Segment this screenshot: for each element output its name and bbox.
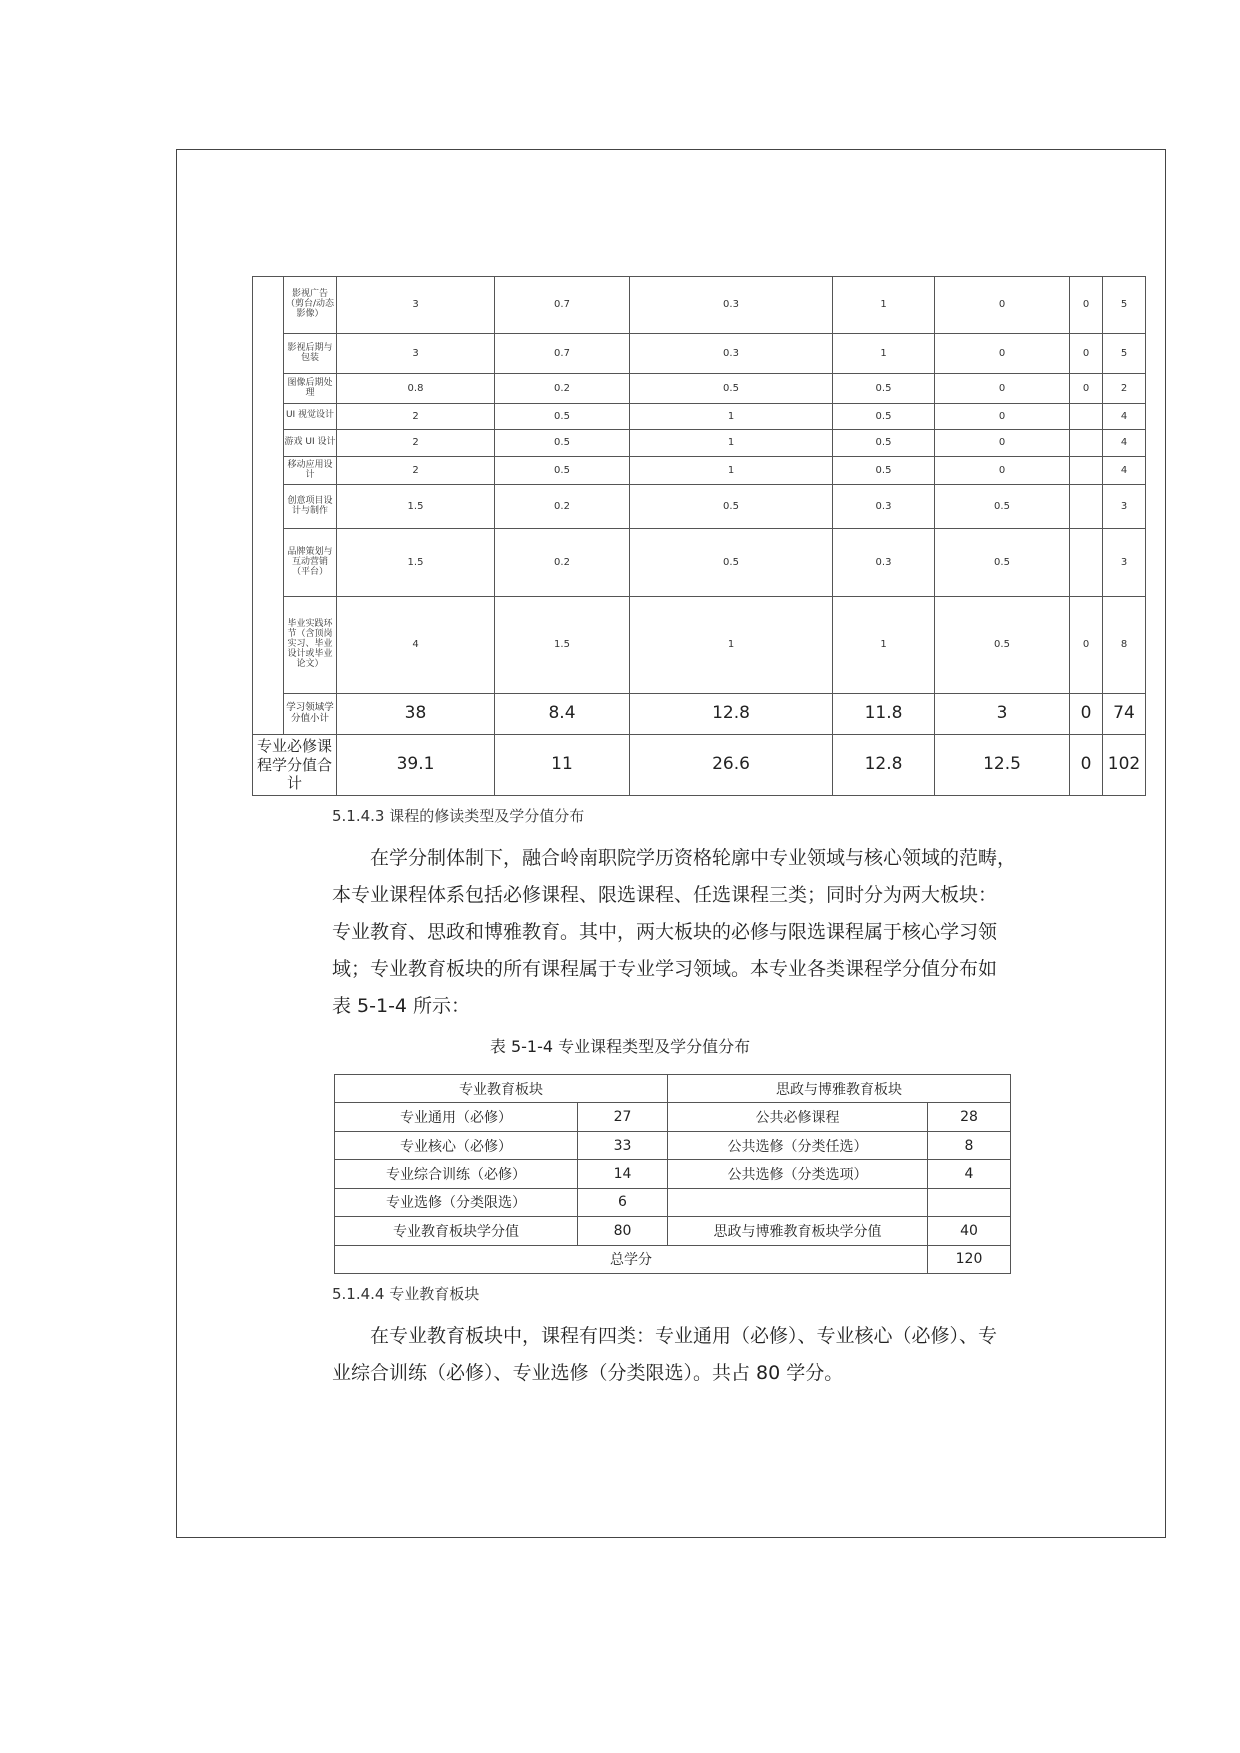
paragraph-line: 本专业课程体系包括必修课程、限选课程、任选课程三类；同时分为两大板块：	[332, 884, 998, 906]
course-name-cell: UI 视觉设计	[284, 403, 337, 429]
credit-value-cell: 0.3	[630, 333, 833, 374]
cell-right-name: 公共选修（分类任选）	[668, 1131, 928, 1159]
course-name-cell: 影视后期与包装	[284, 333, 337, 374]
credit-value-cell: 0.3	[833, 484, 935, 529]
course-name-cell: 游戏 UI 设计	[284, 430, 337, 457]
table-row	[253, 457, 1146, 484]
credit-value-cell: 12.5	[935, 735, 1070, 796]
credit-value-cell: 0.2	[495, 529, 630, 597]
credit-distribution-table	[334, 1074, 1011, 1274]
total-label-cell: 专业必修课程学分值合计	[253, 735, 337, 796]
credit-value-cell: 26.6	[630, 735, 833, 796]
credit-value-cell: 0	[935, 457, 1070, 484]
credit-value-cell: 1.5	[495, 597, 630, 693]
credit-value-cell: 0.5	[630, 529, 833, 597]
header-liberal-block: 思政与博雅教育板块	[668, 1075, 1011, 1103]
table-row	[335, 1131, 1011, 1159]
credit-value-cell: 1.5	[337, 529, 495, 597]
credit-value-cell: 0.5	[630, 374, 833, 403]
cell-left-value: 33	[578, 1131, 668, 1159]
credit-value-cell: 0	[935, 277, 1070, 334]
cell-left-value: 27	[578, 1103, 668, 1131]
table-row	[335, 1160, 1011, 1188]
credit-value-cell: 0	[1070, 277, 1103, 334]
total-row	[335, 1245, 1011, 1273]
cell-left-name: 专业教育板块学分值	[335, 1217, 578, 1245]
paragraph-line: 专业教育、思政和博雅教育。其中，两大板块的必修与限选课程属于核心学习领	[332, 921, 998, 943]
credit-value-cell: 0.5	[495, 457, 630, 484]
credit-value-cell: 0.5	[833, 374, 935, 403]
credit-value-cell: 0.7	[495, 333, 630, 374]
credit-value-cell: 11.8	[833, 693, 935, 735]
table-row	[253, 529, 1146, 597]
credit-value-cell: 0.5	[935, 597, 1070, 693]
credit-value-cell: 38	[337, 693, 495, 735]
section-heading-5143: 5.1.4.3 课程的修读类型及学分值分布	[332, 807, 585, 825]
cell-right-name: 公共必修课程	[668, 1103, 928, 1131]
paragraph-line: 表 5-1-4 所示：	[332, 995, 471, 1017]
cell-right-value: 4	[928, 1160, 1011, 1188]
subtotal-row	[253, 693, 1146, 735]
credit-value-cell: 3	[337, 277, 495, 334]
credit-value-cell: 1	[630, 597, 833, 693]
credit-value-cell: 0.3	[630, 277, 833, 334]
total-credits-label: 总学分	[335, 1245, 928, 1273]
credit-value-cell: 1	[630, 403, 833, 429]
table-row	[253, 597, 1146, 693]
cell-left-name: 专业通用（必修）	[335, 1103, 578, 1131]
table-row	[335, 1188, 1011, 1216]
credit-value-cell: 3	[935, 693, 1070, 735]
credit-value-cell: 39.1	[337, 735, 495, 796]
group-column-cell	[253, 693, 284, 735]
credit-value-cell	[1070, 529, 1103, 597]
paragraph-line: 在学分制体制下，融合岭南职院学历资格轮廓中专业领域与核心领域的范畴，	[370, 847, 1017, 869]
table-row	[253, 430, 1146, 457]
credit-value-cell: 0.5	[935, 484, 1070, 529]
credit-value-cell: 12.8	[833, 735, 935, 796]
table-row	[253, 277, 1146, 334]
course-name-cell: 图像后期处理	[284, 374, 337, 403]
credit-value-cell: 0	[1070, 333, 1103, 374]
credit-value-cell: 0.7	[495, 277, 630, 334]
credit-value-cell: 5	[1103, 333, 1146, 374]
group-column-cell	[253, 430, 284, 457]
credit-value-cell: 0.5	[833, 457, 935, 484]
credit-value-cell: 0	[935, 374, 1070, 403]
paragraph-line: 业综合训练（必修）、专业选修（分类限选）。共占 80 学分。	[332, 1362, 844, 1384]
credit-value-cell: 0	[935, 333, 1070, 374]
table-caption: 表 5-1-4 专业课程类型及学分值分布	[489, 1037, 751, 1056]
cell-right-value: 28	[928, 1103, 1011, 1131]
section-5143-paragraph	[332, 840, 1058, 1025]
credit-value-cell: 1	[630, 430, 833, 457]
group-column-cell	[253, 333, 284, 374]
credit-value-cell	[1070, 430, 1103, 457]
credit-value-cell: 2	[1103, 374, 1146, 403]
credit-value-cell	[1070, 484, 1103, 529]
group-column-cell	[253, 374, 284, 403]
credit-value-cell: 0.5	[833, 430, 935, 457]
group-column-cell	[253, 277, 284, 334]
cell-right-name: 公共选修（分类选项）	[668, 1160, 928, 1188]
credit-value-cell: 4	[1103, 403, 1146, 429]
table-row	[253, 374, 1146, 403]
cell-right-name	[668, 1188, 928, 1216]
credit-value-cell: 1	[833, 277, 935, 334]
credit-value-cell: 12.8	[630, 693, 833, 735]
credit-value-cell: 74	[1103, 693, 1146, 735]
credit-value-cell: 1	[833, 597, 935, 693]
course-name-cell: 品牌策划与互动营销（平台）	[284, 529, 337, 597]
table-row	[253, 333, 1146, 374]
cell-left-name: 专业核心（必修）	[335, 1131, 578, 1159]
cell-left-name: 专业选修（分类限选）	[335, 1188, 578, 1216]
cell-right-value: 8	[928, 1131, 1011, 1159]
credit-value-cell: 0	[935, 430, 1070, 457]
total-row	[253, 735, 1146, 796]
credit-value-cell: 1	[630, 457, 833, 484]
course-name-cell: 移动应用设计	[284, 457, 337, 484]
course-credit-table	[252, 276, 1146, 796]
credit-value-cell: 4	[337, 597, 495, 693]
cell-right-value: 40	[928, 1217, 1011, 1245]
course-name-cell: 影视广告（剪台/动态影像）	[284, 277, 337, 334]
credit-value-cell: 3	[1103, 484, 1146, 529]
credit-value-cell: 102	[1103, 735, 1146, 796]
credit-value-cell: 4	[1103, 430, 1146, 457]
group-column-cell	[253, 457, 284, 484]
credit-value-cell	[1070, 403, 1103, 429]
paragraph-line: 在专业教育板块中，课程有四类：专业通用（必修）、专业核心（必修）、专	[370, 1325, 998, 1347]
cell-right-value	[928, 1188, 1011, 1216]
cell-left-value: 80	[578, 1217, 668, 1245]
header-professional-block: 专业教育板块	[335, 1075, 668, 1103]
section-5144-paragraph	[332, 1318, 1058, 1392]
credit-value-cell: 3	[337, 333, 495, 374]
credit-value-cell: 8.4	[495, 693, 630, 735]
section-heading-5144: 5.1.4.4 专业教育板块	[332, 1285, 480, 1303]
credit-value-cell: 0.5	[935, 529, 1070, 597]
cell-left-value: 6	[578, 1188, 668, 1216]
table-row	[335, 1217, 1011, 1245]
table-row	[253, 484, 1146, 529]
credit-value-cell: 0	[1070, 374, 1103, 403]
credit-value-cell: 0.8	[337, 374, 495, 403]
credit-value-cell: 1.5	[337, 484, 495, 529]
cell-right-name: 思政与博雅教育板块学分值	[668, 1217, 928, 1245]
credit-value-cell: 0.2	[495, 484, 630, 529]
credit-value-cell: 0.5	[833, 403, 935, 429]
credit-value-cell: 0	[1070, 597, 1103, 693]
credit-value-cell: 4	[1103, 457, 1146, 484]
credit-value-cell: 0.2	[495, 374, 630, 403]
credit-value-cell: 2	[337, 457, 495, 484]
group-column-cell	[253, 403, 284, 429]
credit-value-cell: 8	[1103, 597, 1146, 693]
total-credits-value: 120	[928, 1245, 1011, 1273]
credit-value-cell: 5	[1103, 277, 1146, 334]
course-name-cell: 创意项目设计与制作	[284, 484, 337, 529]
credit-value-cell: 0.3	[833, 529, 935, 597]
paragraph-line: 域；专业教育板块的所有课程属于专业学习领域。本专业各类课程学分值分布如	[332, 958, 998, 980]
credit-value-cell: 0	[1070, 693, 1103, 735]
table-row	[253, 403, 1146, 429]
credit-value-cell: 1	[833, 333, 935, 374]
credit-value-cell: 3	[1103, 529, 1146, 597]
credit-value-cell: 0.5	[495, 430, 630, 457]
credit-value-cell: 0	[935, 403, 1070, 429]
course-name-cell: 学习领域学分值小计	[284, 693, 337, 735]
credit-value-cell: 0	[1070, 735, 1103, 796]
course-name-cell: 毕业实践环节（含顶岗实习、毕业设计或毕业论文）	[284, 597, 337, 693]
cell-left-name: 专业综合训练（必修）	[335, 1160, 578, 1188]
credit-value-cell: 0.5	[630, 484, 833, 529]
group-column-cell	[253, 597, 284, 693]
credit-value-cell: 11	[495, 735, 630, 796]
credit-value-cell: 2	[337, 403, 495, 429]
group-column-cell	[253, 484, 284, 529]
credit-value-cell	[1070, 457, 1103, 484]
group-column-cell	[253, 529, 284, 597]
table-row	[335, 1103, 1011, 1131]
credit-value-cell: 0.5	[495, 403, 630, 429]
cell-left-value: 14	[578, 1160, 668, 1188]
credit-value-cell: 2	[337, 430, 495, 457]
